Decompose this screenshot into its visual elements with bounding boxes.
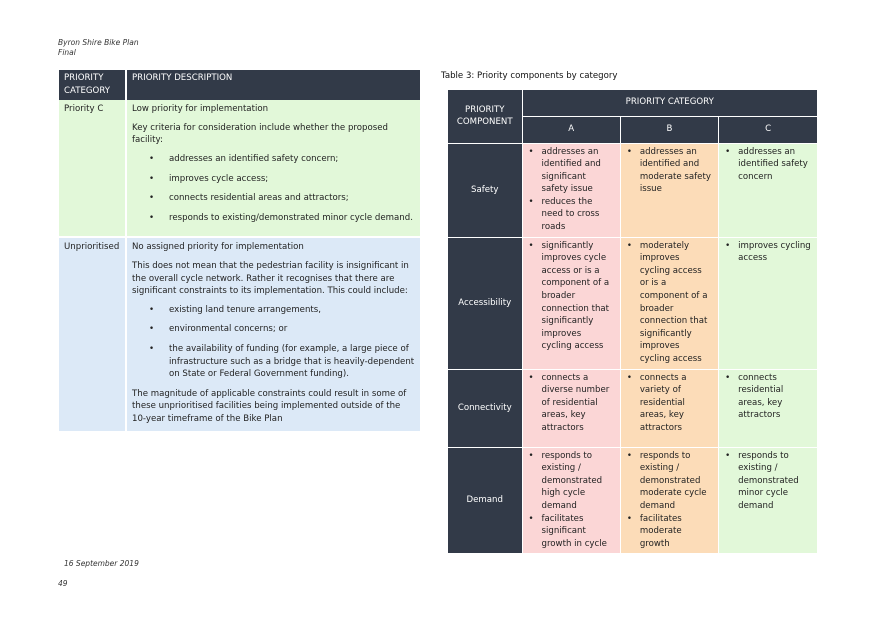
priority-components-table [448,90,817,553]
description-intro: This does not mean that the pedestrian facility is insignificant in the overall cycle network. Rather it recognises that there are significant constraints to its implementation. This could include: [132,260,409,297]
cell-b [620,143,718,237]
list-item: • facilitates significant growth in cycle [528,513,614,551]
header-title: Byron Shire Bike Plan [58,38,139,47]
list-item: • addresses an identified and significant safety issue [528,146,614,196]
component-label: Safety [448,143,522,237]
table-row-demand [448,447,817,553]
page-number: 49 [58,579,68,588]
description-cell [126,237,420,431]
col-header-category: PRIORITY CATEGORY [59,70,126,100]
list-item: • connects residential areas and attractors; [132,192,415,205]
col-header-b: B [620,116,718,143]
table-caption: Table 3: Priority components by category [441,71,618,81]
list-item: • moderately improves cycling access or is a component of a broader connection that significantly improves cycling access [626,240,712,366]
description-closing: The magnitude of applicable constraints could result in some of these unprioritised facilities being implemented outside of the 10-year timeframe of the Bike Plan [132,388,407,424]
component-label: Accessibility [448,237,522,369]
constraints-list [132,304,415,381]
description-cell [126,100,420,237]
table-row-unprioritised [59,237,420,431]
priority-category-table [59,70,420,431]
description-intro: Key criteria for consideration include whether the proposed facility: [132,122,388,146]
cell-c [719,369,817,447]
criteria-list [132,153,415,224]
list-item: • reduces the need to cross roads [528,196,614,234]
list-item: • connects a diverse number of residential areas, key attractors [528,372,614,435]
description-title: Low priority for implementation [132,104,269,115]
table-row-priority-c [59,100,420,237]
table-row-safety [448,143,817,237]
cell-a [522,143,620,237]
col-header-description: PRIORITY DESCRIPTION [126,70,420,100]
document-header [58,38,139,58]
list-item: • improves cycle access; [132,173,415,186]
list-item: • responds to existing / demonstrated minor cycle demand [724,450,811,513]
cell-c [719,237,817,369]
col-header-priority-category: PRIORITY CATEGORY [522,90,817,116]
category-cell: Unprioritised [59,237,126,431]
list-item: • environmental concerns; or [132,323,415,336]
col-header-c: C [719,116,817,143]
cell-c [719,447,817,553]
list-item: • addresses an identified and moderate safety issue [626,146,712,196]
footer-date: 16 September 2019 [64,559,139,568]
table-row-accessibility [448,237,817,369]
cell-a [522,447,620,553]
col-header-a: A [522,116,620,143]
list-item: • facilitates moderate growth [626,513,712,551]
cell-a [522,369,620,447]
cell-c [719,143,817,237]
list-item: • addresses an identified safety concern [724,146,811,184]
cell-a [522,237,620,369]
component-label: Connectivity [448,369,522,447]
header-status: Final [58,48,76,57]
list-item: • responds to existing/demonstrated minor cycle demand. [132,212,415,225]
cell-b [620,237,718,369]
col-header-component: PRIORITY COMPONENT [448,90,522,143]
category-cell: Priority C [59,100,126,237]
list-item: • existing land tenure arrangements, [132,304,415,317]
list-item: • improves cycling access [724,240,811,265]
list-item: • significantly improves cycle access or is a component of a broader connection that significantly improves cycling access [528,240,614,353]
table-row-connectivity [448,369,817,447]
list-item: • addresses an identified safety concern; [132,153,415,166]
list-item: • responds to existing / demonstrated moderate cycle demand [626,450,712,513]
component-label: Demand [448,447,522,553]
cell-b [620,369,718,447]
list-item: • connects a variety of residential areas, key attractors [626,372,712,435]
list-item: • responds to existing / demonstrated high cycle demand [528,450,614,513]
cell-b [620,447,718,553]
description-title: No assigned priority for implementation [132,242,304,253]
list-item: • connects residential areas, key attractors [724,372,811,422]
list-item: • the availability of funding (for example, a large piece of infrastructure such as a bridge that is heavily-dependent on State or Federal Government funding). [132,343,415,381]
